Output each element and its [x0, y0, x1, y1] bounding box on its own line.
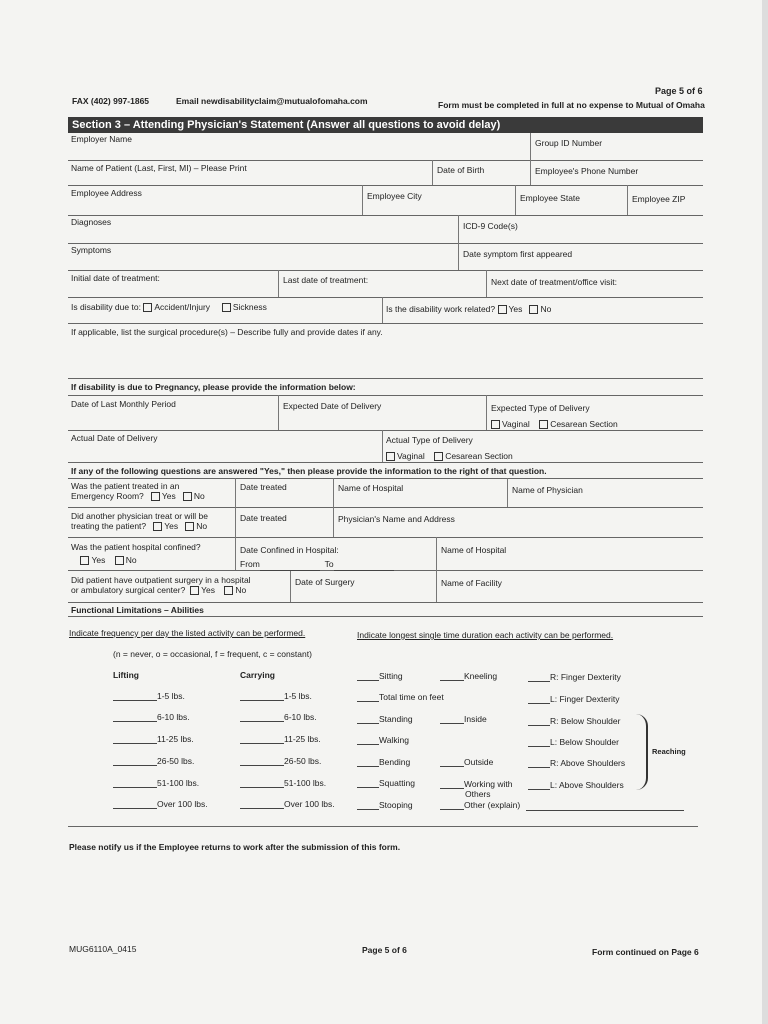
- outpatient-line1: Did patient have outpatient surgery in a hospital: [71, 575, 251, 585]
- sickness-label: Sickness: [232, 302, 267, 312]
- confined-no-checkbox[interactable]: [115, 556, 124, 565]
- er-physician-label: Name of Physician: [512, 485, 583, 495]
- carrying-row-field[interactable]: [240, 787, 284, 788]
- accident-label: Accident/Injury: [154, 302, 211, 312]
- carrying-row: [240, 778, 326, 788]
- expected-type-options: [491, 419, 618, 429]
- form-code: MUG6110A_0415: [69, 944, 137, 954]
- lifting-row: [113, 691, 185, 701]
- other-question-line2: [71, 521, 208, 531]
- activity2-row-label: Kneeling: [464, 671, 498, 681]
- confined-question-text: Was the patient hospital confined?: [71, 542, 201, 552]
- er-yes-checkbox[interactable]: [151, 492, 160, 501]
- reaching-row-label: L: Below Shoulder: [550, 737, 619, 747]
- other-yes-checkbox[interactable]: [153, 522, 162, 531]
- lifting-row-label: 51-100 lbs.: [157, 778, 200, 788]
- confined-hospital-label: Name of Hospital: [441, 545, 507, 555]
- reaching-row: [528, 694, 619, 704]
- expected-type-label: Expected Type of Delivery: [491, 403, 590, 413]
- from-label: From: [240, 559, 260, 569]
- no-label: No: [196, 521, 208, 531]
- expected-vaginal-checkbox[interactable]: [491, 420, 500, 429]
- no-label: No: [540, 304, 552, 314]
- confined-yes-checkbox[interactable]: [80, 556, 89, 565]
- activity-row-label: Walking: [379, 735, 409, 745]
- activity-row-label: Squatting: [379, 778, 415, 788]
- employee-phone-label: Employee's Phone Number: [535, 166, 639, 176]
- email-address: Email newdisabilityclaim@mutualofomaha.com: [176, 96, 368, 106]
- carrying-row-label: Over 100 lbs.: [284, 799, 335, 809]
- vaginal-label: Vaginal: [397, 451, 425, 461]
- disability-due-row: [71, 302, 267, 312]
- lifting-row-label: 6-10 lbs.: [157, 712, 190, 722]
- activity-row-field[interactable]: [357, 809, 379, 810]
- carrying-row-label: 6-10 lbs.: [284, 712, 317, 722]
- activity2-row: [440, 779, 513, 789]
- pregnancy-heading: If disability is due to Pregnancy, please provide the information below:: [71, 382, 356, 392]
- lifting-row-label: 11-25 lbs.: [157, 734, 194, 744]
- lifting-label: Lifting: [113, 670, 139, 680]
- employee-zip-label: Employee ZIP: [632, 194, 686, 204]
- lmp-label: Date of Last Monthly Period: [71, 399, 176, 409]
- work-related-no-checkbox[interactable]: [529, 305, 538, 314]
- vaginal-label: Vaginal: [502, 419, 530, 429]
- icd9-label: ICD-9 Code(s): [463, 221, 518, 231]
- page-edge: [762, 0, 768, 1024]
- symptom-date-label: Date symptom first appeared: [463, 249, 573, 259]
- from-to-row: [240, 557, 394, 571]
- legend-text: (n = never, o = occasional, f = frequent, c = constant): [113, 649, 312, 659]
- lifting-row: [113, 734, 194, 744]
- carrying-row-field[interactable]: [240, 700, 284, 701]
- from-field[interactable]: [260, 570, 320, 571]
- reaching-row-label: R: Below Shoulder: [550, 716, 621, 726]
- reaching-row: [528, 758, 625, 768]
- disability-due-label: Is disability due to:: [71, 302, 141, 312]
- lifting-row-field[interactable]: [113, 743, 157, 744]
- lifting-row: [113, 778, 199, 788]
- symptoms-label: Symptoms: [71, 245, 112, 255]
- reaching-label: Reaching: [652, 747, 686, 756]
- reaching-row-label: L: Above Shoulders: [550, 780, 624, 790]
- initial-treatment-label: Initial date of treatment:: [71, 273, 160, 283]
- actual-cesarean-checkbox[interactable]: [434, 452, 443, 461]
- form-continued: Form continued on Page 6: [592, 947, 699, 957]
- employee-address-label: Employee Address: [71, 188, 142, 198]
- cesarean-label: Cesarean Section: [445, 451, 513, 461]
- activity2-row-label: Inside: [464, 714, 487, 724]
- reaching-row-field[interactable]: [528, 681, 550, 682]
- carrying-row-label: 26-50 lbs.: [284, 756, 322, 766]
- completion-note: Form must be completed in full at no expense to Mutual of Omaha: [438, 100, 705, 110]
- no-label: No: [235, 585, 247, 595]
- physician-address-label: Physician's Name and Address: [338, 514, 455, 524]
- others-continuation: Others: [465, 789, 491, 799]
- surgical-procedure-label: If applicable, list the surgical procedure(s) – Describe fully and provide dates if any.: [71, 327, 383, 337]
- lifting-row: [113, 799, 208, 809]
- activity-row: [357, 800, 413, 810]
- reaching-row: [528, 737, 619, 747]
- activity-row: [357, 735, 409, 745]
- er-no-checkbox[interactable]: [183, 492, 192, 501]
- outpatient-question: [71, 575, 251, 595]
- carrying-row: [240, 691, 312, 701]
- date-surgery-label: Date of Surgery: [295, 577, 355, 587]
- carrying-row-field[interactable]: [240, 765, 284, 766]
- notify-note: Please notify us if the Employee returns to work after the submission of this form.: [69, 842, 401, 852]
- activity2-row: [440, 714, 487, 724]
- other-explain-row: [440, 800, 520, 810]
- footer-page: Page 5 of 6: [362, 945, 407, 955]
- reaching-row-field[interactable]: [528, 789, 550, 790]
- lifting-row-field[interactable]: [113, 721, 157, 722]
- lifting-row: [113, 712, 190, 722]
- activity-row-field[interactable]: [357, 723, 379, 724]
- lifting-row-label: 26-50 lbs.: [157, 756, 195, 766]
- other-question-line1: Did another physician treat or will be: [71, 511, 209, 521]
- activity-row: [357, 714, 413, 724]
- carrying-row-field[interactable]: [240, 743, 284, 744]
- questions-heading: If any of the following questions are answered "Yes," then please provide the information to the right of that question.: [71, 466, 547, 476]
- other-explain-row-field[interactable]: [440, 809, 464, 810]
- reaching-brace: [636, 714, 648, 790]
- carrying-row-label: 1-5 lbs.: [284, 691, 312, 701]
- next-treatment-label: Next date of treatment/office visit:: [491, 277, 617, 287]
- work-related-yes-checkbox[interactable]: [498, 305, 507, 314]
- activity-row-label: Sitting: [379, 671, 403, 681]
- activity2-row-label: Working with: [464, 779, 513, 789]
- activity2-row-label: Outside: [464, 757, 494, 767]
- activity-row-label: Stooping: [379, 800, 413, 810]
- employee-city-label: Employee City: [367, 191, 422, 201]
- er-question-line2: [71, 491, 205, 501]
- er-question-text: Emergency Room?: [71, 491, 144, 501]
- lifting-row-field[interactable]: [113, 700, 157, 701]
- reaching-row: [528, 716, 620, 726]
- lifting-row-field[interactable]: [113, 787, 157, 788]
- lifting-row-field[interactable]: [113, 808, 157, 809]
- activity-row-field[interactable]: [357, 787, 379, 788]
- er-question-line1: Was the patient treated in an: [71, 481, 180, 491]
- activity2-row-field[interactable]: [440, 723, 464, 724]
- reaching-row-field[interactable]: [528, 725, 550, 726]
- duration-instruction: Indicate longest single time duration each activity can be performed.: [357, 630, 614, 640]
- work-related-label: Is the disability work related?: [386, 304, 496, 314]
- no-label: No: [193, 491, 205, 501]
- last-treatment-label: Last date of treatment:: [283, 275, 369, 285]
- carrying-row: [240, 756, 321, 766]
- confined-question: [71, 541, 201, 567]
- carrying-row-label: 51-100 lbs.: [284, 778, 327, 788]
- dob-label: Date of Birth: [437, 165, 485, 175]
- other-physician-question: [71, 511, 208, 531]
- other-question-text: treating the patient?: [71, 521, 147, 531]
- lifting-row-label: Over 100 lbs.: [157, 799, 208, 809]
- accident-checkbox[interactable]: [143, 303, 152, 312]
- patient-name-label: Name of Patient (Last, First, MI) – Please Print: [71, 163, 247, 173]
- activity-row-label: Standing: [379, 714, 413, 724]
- reaching-row: [528, 672, 621, 682]
- actual-date-label: Actual Date of Delivery: [71, 433, 158, 443]
- other-no-checkbox[interactable]: [185, 522, 194, 531]
- outpatient-yes-checkbox[interactable]: [190, 586, 199, 595]
- lifting-row-field[interactable]: [113, 765, 157, 766]
- carrying-row: [240, 712, 317, 722]
- frequency-instruction: Indicate frequency per day the listed activity can be performed.: [69, 628, 306, 638]
- activity-row: [357, 778, 415, 788]
- outpatient-no-checkbox[interactable]: [224, 586, 233, 595]
- other-explain-row-label: Other (explain): [464, 800, 521, 810]
- yes-label: Yes: [201, 585, 215, 595]
- activity2-row-field[interactable]: [440, 680, 464, 681]
- er-question: [71, 481, 205, 501]
- activity2-row-field[interactable]: [440, 788, 464, 789]
- yes-label: Yes: [161, 491, 176, 501]
- date-confined-label: Date Confined in Hospital:: [240, 545, 339, 555]
- activity-row: [357, 692, 444, 702]
- section-title: Section 3 – Attending Physician's Statement (Answer all questions to avoid delay): [68, 117, 703, 133]
- actual-vaginal-checkbox[interactable]: [386, 452, 395, 461]
- fax-number: FAX (402) 997-1865: [72, 96, 150, 106]
- carrying-label: Carrying: [240, 670, 275, 680]
- carrying-row-label: 11-25 lbs.: [284, 734, 321, 744]
- actual-type-options: [386, 451, 513, 461]
- expected-cesarean-checkbox[interactable]: [539, 420, 548, 429]
- er-date-treated-label: Date treated: [240, 482, 287, 492]
- yes-label: Yes: [508, 304, 523, 314]
- page-number: Page 5 of 6: [655, 86, 703, 96]
- carrying-row-field[interactable]: [240, 808, 284, 809]
- activity-row-field[interactable]: [357, 766, 379, 767]
- employee-state-label: Employee State: [520, 193, 581, 203]
- carrying-row: [240, 734, 321, 744]
- to-field[interactable]: [334, 570, 394, 571]
- reaching-row-label: R: Finger Dexterity: [550, 672, 621, 682]
- actual-type-label: Actual Type of Delivery: [386, 435, 473, 445]
- activity-row: [357, 757, 410, 767]
- date-confined: [240, 543, 394, 571]
- activity2-row: [440, 671, 497, 681]
- activity-row-label: Bending: [379, 757, 411, 767]
- carrying-row-field[interactable]: [240, 721, 284, 722]
- er-hospital-label: Name of Hospital: [338, 483, 404, 493]
- activity-row: [357, 671, 403, 681]
- cesarean-label: Cesarean Section: [550, 419, 618, 429]
- carrying-row: [240, 799, 335, 809]
- activity-row-field[interactable]: [357, 701, 379, 702]
- employer-name-label: Employer Name: [71, 134, 132, 144]
- reaching-row-field[interactable]: [528, 746, 550, 747]
- confined-options: [71, 554, 201, 567]
- group-id-label: Group ID Number: [535, 138, 603, 148]
- activity-row-field[interactable]: [357, 744, 379, 745]
- edd-label: Expected Date of Delivery: [283, 401, 382, 411]
- to-label: To: [324, 559, 334, 569]
- other-explain-field[interactable]: [526, 800, 684, 811]
- activity2-row: [440, 757, 493, 767]
- reaching-row-label: R: Above Shoulders: [550, 758, 626, 768]
- reaching-row-field[interactable]: [528, 703, 550, 704]
- no-label: No: [125, 555, 137, 565]
- facility-label: Name of Facility: [441, 578, 502, 588]
- outpatient-line2: [71, 585, 251, 595]
- reaching-row-label: L: Finger Dexterity: [550, 694, 620, 704]
- outpatient-text: or ambulatory surgical center?: [71, 585, 186, 595]
- other-date-treated-label: Date treated: [240, 513, 287, 523]
- lifting-row-label: 1-5 lbs.: [157, 691, 185, 701]
- reaching-row: [528, 780, 624, 790]
- lifting-row: [113, 756, 194, 766]
- activity-row-field[interactable]: [357, 680, 379, 681]
- activity-row-label: Total time on feet: [379, 692, 444, 702]
- diagnoses-label: Diagnoses: [71, 217, 112, 227]
- functional-heading: Functional Limitations – Abilities: [71, 605, 204, 615]
- yes-label: Yes: [91, 555, 106, 565]
- activity2-row-field[interactable]: [440, 766, 464, 767]
- reaching-row-field[interactable]: [528, 767, 550, 768]
- work-related-row: [386, 304, 551, 314]
- yes-label: Yes: [164, 521, 179, 531]
- sickness-checkbox[interactable]: [222, 303, 231, 312]
